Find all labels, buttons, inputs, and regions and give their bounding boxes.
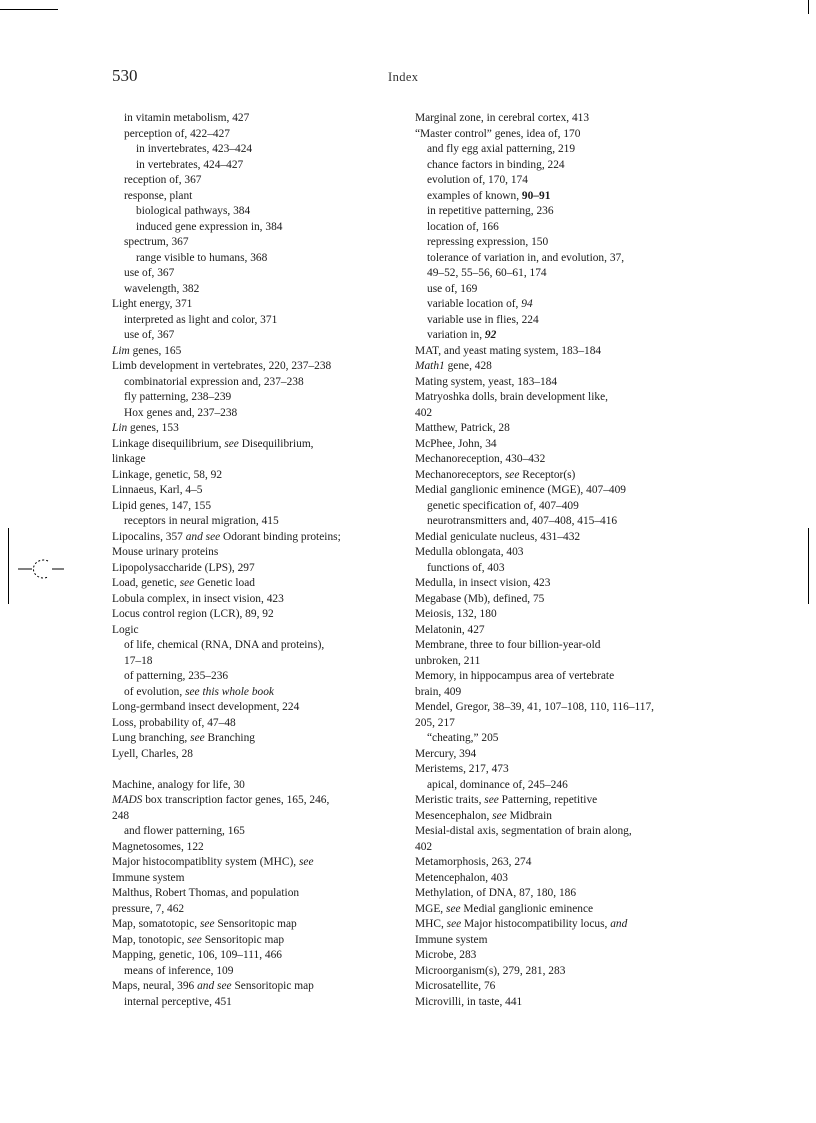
index-entry-continuation <box>112 452 397 468</box>
index-entry <box>112 576 397 592</box>
index-entry <box>112 700 397 716</box>
index-entry <box>427 204 690 220</box>
index-entry-text: and flower patterning, 165 <box>124 825 245 837</box>
crop-mark-right-bar <box>808 528 809 604</box>
index-entry <box>415 359 690 375</box>
index-entry-text: and see <box>185 530 221 543</box>
index-entry-continuation <box>112 545 397 561</box>
index-entry-text: means of inference, 109 <box>124 964 234 977</box>
index-entry-text: Lin <box>112 422 128 434</box>
index-entry-text: internal perceptive, 451 <box>124 995 232 1008</box>
index-entry-text: Medial geniculate nucleus, 431–432 <box>415 530 581 543</box>
index-entry-text: see <box>298 856 314 868</box>
index-entry <box>124 173 397 189</box>
index-entry-text: Methylation, of DNA, 87, 180, 186 <box>415 887 577 899</box>
index-entry-text: MAT, and yeast mating system, 183–184 <box>415 344 602 357</box>
index-entry-text: Memory, in hippocampus area of vertebrate <box>415 670 615 682</box>
index-entry <box>136 158 397 174</box>
index-entry <box>427 313 690 329</box>
crop-mark-top-left <box>0 9 58 10</box>
index-entry-text: see <box>504 468 520 481</box>
index-entry-text: see <box>224 437 239 450</box>
index-entry <box>415 855 690 871</box>
index-entry-text: response, plant <box>124 189 193 202</box>
index-entry-text: Mesencephalon, <box>415 809 493 822</box>
index-entry <box>415 638 690 669</box>
index-entry <box>415 530 690 546</box>
index-entry-text: Magnetosomes, 122 <box>112 840 204 853</box>
index-entry-text: Hox genes and, 237–238 <box>124 406 238 419</box>
index-entry <box>415 623 690 639</box>
index-entry-text: Microsatellite, 76 <box>415 980 496 992</box>
index-entry-text: Metencephalon, 403 <box>415 871 508 884</box>
index-entry-text: Lipocalins, 357 <box>112 530 186 543</box>
index-entry-text: Patterning, repetitive <box>498 794 598 806</box>
index-entry-text: variation in, <box>427 329 485 341</box>
index-entry-text: linkage <box>112 453 146 465</box>
index-entry <box>112 917 397 933</box>
index-entry-text: 94 <box>521 298 533 310</box>
index-entry-text: Loss, probability of, 47–48 <box>112 716 236 729</box>
index-entry <box>136 142 397 158</box>
index-entry-text: neurotransmitters and, 407–408, 415–416 <box>427 515 618 527</box>
index-entry <box>427 282 690 298</box>
index-entry <box>415 421 690 437</box>
index-entry-text: receptors in neural migration, 415 <box>124 515 279 527</box>
index-entry-continuation <box>415 654 690 670</box>
index-entry <box>415 592 690 608</box>
index-entry <box>415 809 690 825</box>
index-entry-text: biological pathways, 384 <box>136 205 251 217</box>
index-entry-text: Microorganism(s), 279, 281, 283 <box>415 964 566 977</box>
index-entry <box>124 685 397 701</box>
index-entry-text: Mechanoreception, 430–432 <box>415 453 546 465</box>
index-entry-text: 92 <box>484 329 497 341</box>
index-entry-text: genes, 165 <box>129 344 182 357</box>
index-entry-text: chance factors in binding, 224 <box>427 158 565 171</box>
index-entry-text: Medial ganglionic eminence (MGE), 407–409 <box>415 484 626 496</box>
index-entry-text: Mendel, Gregor, 38–39, 41, 107–108, 110, 116–117, <box>415 701 655 713</box>
index-entry <box>415 964 690 980</box>
index-entry-text: interpreted as light and color, 371 <box>124 313 278 326</box>
index-entry <box>124 111 397 127</box>
index-entry-text: Lim <box>112 344 130 357</box>
index-entry-text: Immune system <box>415 933 488 946</box>
index-entry <box>415 824 690 855</box>
index-entry-text: Membrane, three to four billion-year-old <box>415 639 601 651</box>
index-entry <box>136 204 397 220</box>
index-entry <box>112 421 397 437</box>
index-entry-text: evolution of, 170, 174 <box>427 174 528 186</box>
index-entry-text: unbroken, 211 <box>415 654 481 667</box>
index-entry <box>427 731 690 747</box>
index-entry-text: Matryoshka dolls, brain development like, <box>415 391 608 403</box>
index-entry <box>112 840 397 856</box>
index-entry <box>415 483 690 499</box>
index-entry <box>112 607 397 623</box>
index-entry-text: spectrum, 367 <box>124 236 189 248</box>
index-entry-text: Major histocompatiblity system (MHC), <box>112 856 299 868</box>
index-entry <box>415 468 690 484</box>
index-entry-text: Mechanoreceptors, <box>415 468 505 481</box>
index-entry-text: Map, somatotopic, <box>112 918 200 930</box>
index-entry-text: Math1 <box>415 360 445 372</box>
index-entry <box>124 514 397 530</box>
index-entry <box>112 359 397 375</box>
index-entry-text: wavelength, 382 <box>124 282 200 295</box>
index-entry <box>136 251 397 267</box>
index-entry-text: see <box>187 933 202 946</box>
index-entry-text: see <box>179 577 195 589</box>
index-entry <box>124 189 397 205</box>
index-entry <box>112 623 397 639</box>
index-entry-text: Meristems, 217, 473 <box>415 763 509 775</box>
index-entry <box>124 390 397 406</box>
index-entry-continuation <box>124 654 397 670</box>
index-entry-text: and see <box>197 980 232 992</box>
index-entry <box>112 468 397 484</box>
index-entry <box>427 328 690 344</box>
index-entry <box>427 297 690 313</box>
index-entry-text: Meiosis, 132, 180 <box>415 608 497 620</box>
index-entry-text: Mapping, genetic, 106, 109–111, 466 <box>112 949 282 961</box>
index-entry <box>112 933 397 949</box>
index-entry <box>112 530 397 561</box>
index-entry-text: Lung branching, <box>112 732 191 744</box>
index-entry-text: McPhee, John, 34 <box>415 437 497 450</box>
index-entry-text: Midbrain <box>506 809 552 822</box>
index-entry-text: Maps, neural, 396 <box>112 980 198 992</box>
index-entry <box>415 995 690 1011</box>
index-entry-text: 402 <box>415 406 433 419</box>
index-entry-text: gene, 428 <box>444 360 492 372</box>
index-entry-text: 90–91 <box>521 189 551 202</box>
index-entry <box>124 375 397 391</box>
index-entry-text: Mating system, yeast, 183–184 <box>415 375 558 388</box>
index-entry-continuation <box>112 871 397 887</box>
index-entry <box>427 158 690 174</box>
index-entry-text: 205, 217 <box>415 716 455 729</box>
index-entry <box>112 483 397 499</box>
index-entry-text: Mercury, 394 <box>415 747 477 760</box>
index-entry-text: of life, chemical (RNA, DNA and proteins), <box>124 639 325 651</box>
index-entry <box>124 638 397 669</box>
index-entry-text: box transcription factor genes, 165, 246, <box>142 794 330 806</box>
index-entry-text: apical, dominance of, 245–246 <box>427 778 568 791</box>
index-entry-text: see <box>199 918 215 930</box>
index-entry <box>427 251 690 282</box>
index-entry-text: Immune system <box>112 871 185 884</box>
index-entry <box>427 499 690 515</box>
index-entry <box>415 607 690 623</box>
index-entry <box>112 499 397 515</box>
index-entry-continuation <box>415 933 690 949</box>
index-entry <box>415 375 690 391</box>
registration-mark-icon <box>18 557 64 581</box>
index-entry-text: see <box>446 918 462 930</box>
index-entry <box>112 979 397 995</box>
index-entry <box>415 871 690 887</box>
index-entry-text: of evolution, <box>124 685 186 698</box>
index-entry <box>112 437 397 468</box>
index-entry <box>415 747 690 763</box>
index-entry-continuation <box>415 406 690 422</box>
index-entry-text: Mouse urinary proteins <box>112 546 219 558</box>
index-entry-text: combinatorial expression and, 237–238 <box>124 375 304 388</box>
index-entry <box>124 127 397 143</box>
index-entry <box>124 313 397 329</box>
index-entry-text: see this whole book <box>185 685 274 698</box>
index-entry-text: Medulla oblongata, 403 <box>415 546 524 558</box>
index-entry <box>112 731 397 747</box>
index-entry-text: see <box>484 794 499 806</box>
index-entry-text: “Master control” genes, idea of, 170 <box>415 127 581 140</box>
index-entry-text: location of, 166 <box>427 220 499 233</box>
index-entry <box>415 127 690 143</box>
index-entry <box>112 793 397 824</box>
index-entry <box>124 328 397 344</box>
index-entry-text: in invertebrates, 423–424 <box>136 143 253 155</box>
index-entry-text: Major histocompatibility locus, <box>461 918 611 930</box>
index-entry-text: Medulla, in insect vision, 423 <box>415 577 551 589</box>
index-entry-text: Linkage disequilibrium, <box>112 437 225 450</box>
index-entry-continuation <box>427 266 690 282</box>
index-entry-text: Matthew, Patrick, 28 <box>415 422 510 434</box>
index-entry-text: in repetitive patterning, 236 <box>427 205 554 217</box>
index-entry <box>415 390 690 421</box>
index-entry-text: Linkage, genetic, 58, 92 <box>112 468 223 481</box>
index-entry-text: genes, 153 <box>127 422 179 434</box>
index-entry <box>415 669 690 700</box>
index-entry-text: Microbe, 283 <box>415 949 477 961</box>
index-entry-text: use of, 367 <box>124 267 175 279</box>
index-entry-text: Melatonin, 427 <box>415 623 485 636</box>
index-entry <box>415 437 690 453</box>
index-entry-text: Megabase (Mb), defined, 75 <box>415 592 545 605</box>
index-entry <box>415 111 690 127</box>
index-entry-text: tolerance of variation in, and evolution, 37, <box>427 251 625 264</box>
index-entry-text: Map, tonotopic, <box>112 933 188 946</box>
index-entry-text: Microvilli, in taste, 441 <box>415 995 523 1008</box>
index-entry-text: 17–18 <box>124 654 153 667</box>
index-entry-text: perception of, 422–427 <box>124 127 230 140</box>
index-entry-text: examples of known, <box>427 189 522 202</box>
index-entry <box>427 235 690 251</box>
index-entry <box>112 344 397 360</box>
index-entry <box>124 282 397 298</box>
index-entry-continuation <box>415 840 690 856</box>
index-entry <box>112 297 397 313</box>
index-entry-text: fly patterning, 238–239 <box>124 391 232 403</box>
index-entry-text: Load, genetic, <box>112 577 180 589</box>
index-entry-text: use of, 367 <box>124 329 175 341</box>
index-entry-text: Metamorphosis, 263, 274 <box>415 856 532 868</box>
index-entry-text: Logic <box>112 623 139 636</box>
index-entry-text: reception of, 367 <box>124 174 202 186</box>
index-entry <box>136 220 397 236</box>
index-entry-continuation <box>112 809 397 825</box>
index-entry <box>112 886 397 917</box>
index-entry <box>427 778 690 794</box>
index-entry <box>415 979 690 995</box>
index-entry-text: 49–52, 55–56, 60–61, 174 <box>427 267 547 279</box>
index-entry-text: repressing expression, 150 <box>427 236 549 248</box>
index-entry <box>427 189 690 205</box>
index-entry-text: see <box>190 732 205 744</box>
index-entry-text: Marginal zone, in cerebral cortex, 413 <box>415 112 590 124</box>
index-entry <box>427 220 690 236</box>
index-entry <box>427 514 690 530</box>
index-entry <box>415 452 690 468</box>
index-entry-text: Linnaeus, Karl, 4–5 <box>112 484 203 496</box>
index-entry <box>415 344 690 360</box>
index-entry-text: Machine, analogy for life, 30 <box>112 778 245 791</box>
index-entry <box>415 576 690 592</box>
index-entry-text: variable use in flies, 224 <box>427 313 539 326</box>
index-entry-text: Medial ganglionic eminence <box>460 902 594 915</box>
index-entry <box>112 747 397 763</box>
index-column-right <box>415 111 690 1010</box>
index-entry <box>124 964 397 980</box>
index-entry <box>112 855 397 886</box>
index-entry-text: see <box>492 809 507 822</box>
index-entry-text: and <box>610 918 628 930</box>
index-entry <box>112 948 397 964</box>
index-entry-text: brain, 409 <box>415 685 462 698</box>
index-entry <box>124 406 397 422</box>
index-entry-text: 402 <box>415 840 433 853</box>
index-entry-text: Malthus, Robert Thomas, and population <box>112 887 300 899</box>
index-entry-text: MADS <box>112 794 143 806</box>
index-entry <box>124 669 397 685</box>
index-entry-continuation <box>415 685 690 701</box>
index-entry <box>124 266 397 282</box>
index-entry-text: Lyell, Charles, 28 <box>112 747 193 760</box>
index-entry <box>415 948 690 964</box>
index-entry <box>415 902 690 918</box>
running-head: Index <box>388 70 419 84</box>
crop-mark-left-bar <box>8 528 9 604</box>
index-entry-continuation <box>112 902 397 918</box>
index-entry <box>112 716 397 732</box>
index-entry <box>415 886 690 902</box>
index-entry-text: Genetic load <box>194 577 255 589</box>
crop-mark-top-right <box>808 0 809 14</box>
index-entry-text: Disequilibrium, <box>238 437 314 450</box>
index-entry-text: Sensoritopic map <box>214 918 297 930</box>
index-entry-text: Branching <box>204 732 255 744</box>
index-entry-text: Mesial-distal axis, segmentation of brain along, <box>415 825 632 837</box>
index-entry-text: Long-germband insect development, 224 <box>112 701 300 713</box>
index-entry <box>415 917 690 948</box>
index-entry <box>427 561 690 577</box>
index-entry-text: in vitamin metabolism, 427 <box>124 112 250 124</box>
index-entry <box>415 762 690 778</box>
index-entry <box>415 545 690 561</box>
index-entry-text: 248 <box>112 809 130 822</box>
index-entry-text: “cheating,” 205 <box>427 732 499 744</box>
index-entry-text: use of, 169 <box>427 282 478 295</box>
index-column-left <box>112 111 397 1010</box>
index-entry-text: variable location of, <box>427 298 522 310</box>
index-entry-text: Light energy, 371 <box>112 298 193 310</box>
index-entry-text: Receptor(s) <box>519 468 576 481</box>
index-entry-text: Lipid genes, 147, 155 <box>112 499 212 512</box>
index-entry <box>124 824 397 840</box>
index-entry-text: and fly egg axial patterning, 219 <box>427 143 576 155</box>
index-entry <box>415 700 690 731</box>
index-entry-text: Meristic traits, <box>415 794 485 806</box>
index-entry-text: see <box>446 902 461 915</box>
index-entry-text: pressure, 7, 462 <box>112 902 185 915</box>
page-number: 530 <box>112 66 138 85</box>
index-entry-text: genetic specification of, 407–409 <box>427 499 579 512</box>
index-entry <box>112 592 397 608</box>
index-entry-text: induced gene expression in, 384 <box>136 220 283 233</box>
index-entry-text: Lipopolysaccharide (LPS), 297 <box>112 561 255 574</box>
index-entry-continuation <box>415 716 690 732</box>
index-entry-text: Odorant binding proteins; <box>220 530 341 543</box>
index-entry <box>124 235 397 251</box>
index-entry-text: MHC, <box>415 918 447 930</box>
index-entry-text: Sensoritopic map <box>201 933 285 946</box>
index-entry-text: Lobula complex, in insect vision, 423 <box>112 592 284 605</box>
index-entry-text: in vertebrates, 424–427 <box>136 158 244 171</box>
index-entry-text: functions of, 403 <box>427 561 505 574</box>
index-entry <box>112 778 397 794</box>
index-entry <box>112 561 397 577</box>
index-entry <box>427 142 690 158</box>
index-entry-text: Locus control region (LCR), 89, 92 <box>112 608 274 620</box>
index-entry <box>415 793 690 809</box>
index-entry <box>124 995 397 1011</box>
index-entry-text: MGE, <box>415 902 447 915</box>
index-entry-text: Limb development in vertebrates, 220, 237–238 <box>112 360 332 372</box>
index-entry-text: of patterning, 235–236 <box>124 670 229 682</box>
index-entry-text: Sensoritopic map <box>231 980 314 992</box>
index-entry-text: range visible to humans, 368 <box>136 251 268 264</box>
index-entry <box>427 173 690 189</box>
